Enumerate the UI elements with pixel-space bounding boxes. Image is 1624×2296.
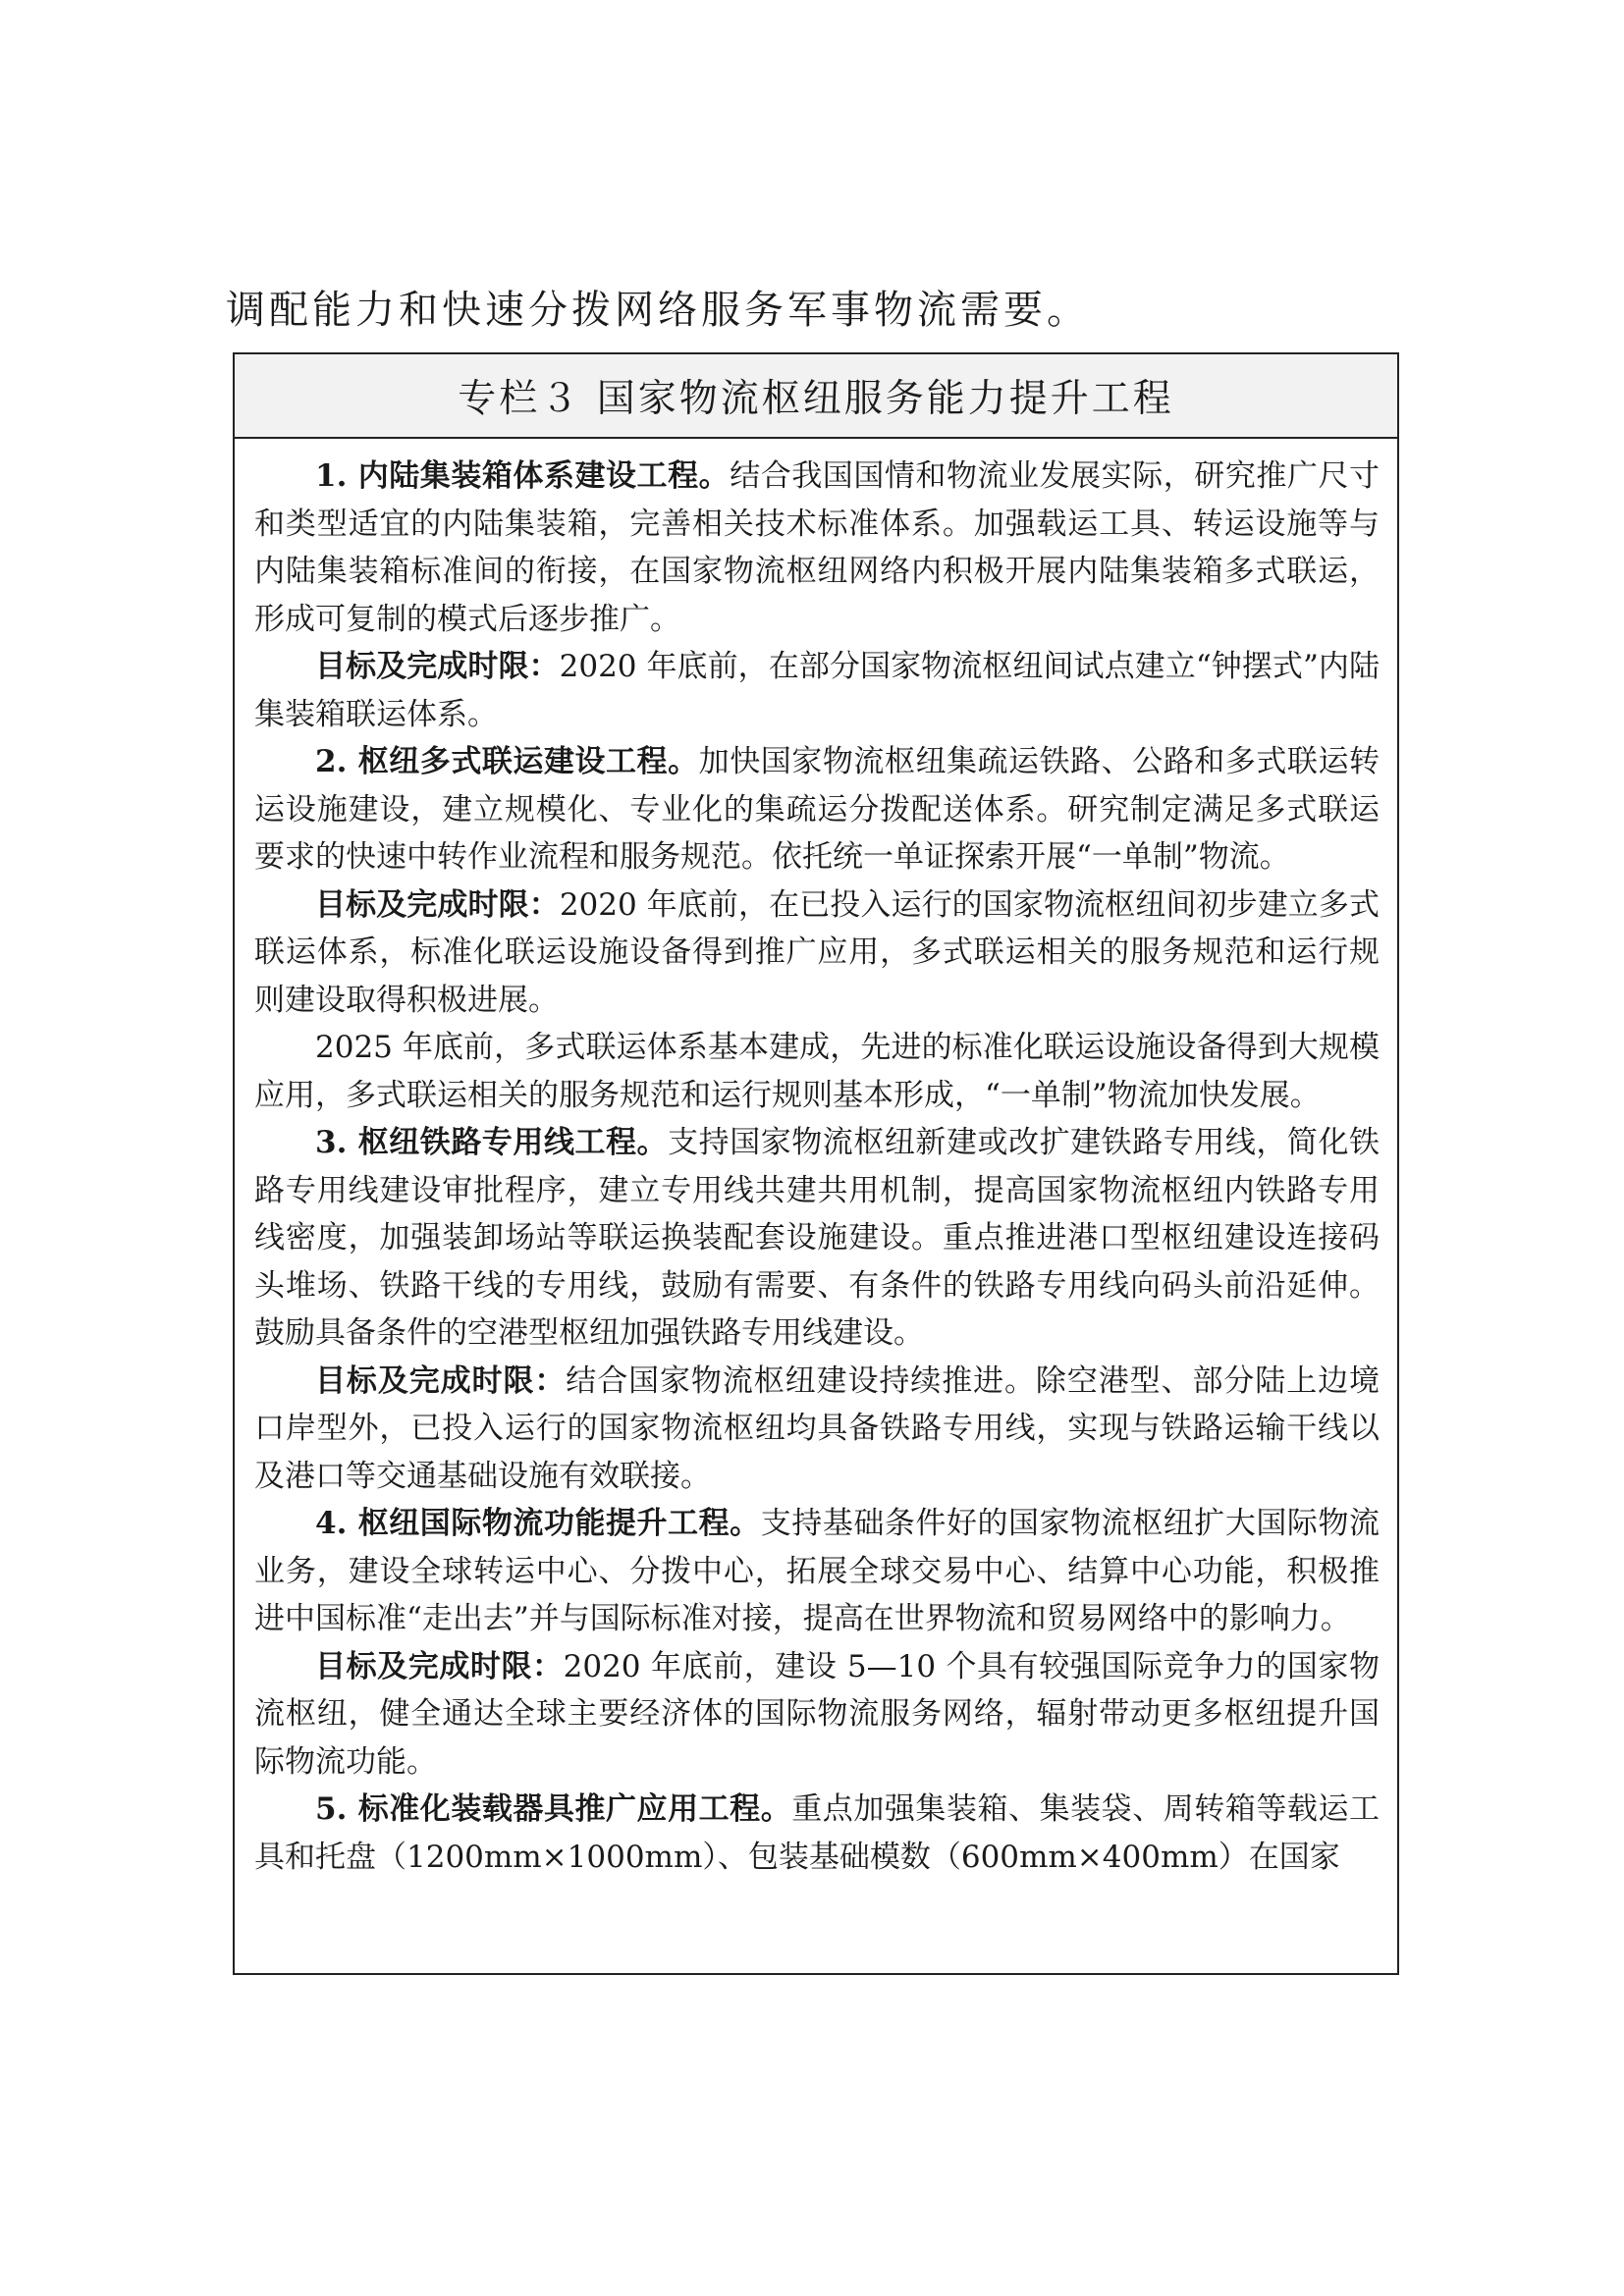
paragraph-title: 2. 枢纽多式联运建设工程。 [315, 744, 699, 779]
box-paragraph [254, 738, 1380, 881]
box-body [235, 439, 1397, 1881]
paragraph-text: 2020 年底前，在已投入运行的国家物流枢纽间初步建立多式联运体系，标准化联运设施设备得到推广应用，多式联运相关的服务规范和运行规则建设取得积极进展。 [254, 886, 1380, 1018]
box-paragraph [254, 1500, 1380, 1643]
lead-paragraph: 调配能力和快速分拨网络服务军事物流需要。 [226, 288, 1090, 333]
box-paragraph [254, 453, 1380, 643]
paragraph-title: 4. 枢纽国际物流功能提升工程。 [315, 1506, 761, 1541]
box-title: 专栏３ 国家物流枢纽服务能力提升工程 [235, 354, 1397, 439]
feature-box [233, 352, 1399, 1975]
paragraph-title: 3. 枢纽铁路专用线工程。 [315, 1125, 669, 1160]
paragraph-title: 1. 内陆集装箱体系建设工程。 [315, 458, 731, 494]
paragraph-text: 结合国家物流枢纽建设持续推进。除空港型、部分陆上边境口岸型外，已投入运行的国家物流枢纽均具备铁路专用线，实现与铁路运输干线以及港口等交通基础设施有效联接。 [254, 1362, 1380, 1494]
paragraph-text: 加快国家物流枢纽集疏运铁路、公路和多式联运转运设施建设，建立规模化、专业化的集疏运分拨配送体系。研究制定满足多式联运要求的快速中转作业流程和服务规范。依托统一单证探索开展“一单制”物流。 [254, 744, 1380, 875]
paragraph-text: 结合我国国情和物流业发展实际，研究推广尺寸和类型适宜的内陆集装箱，完善相关技术标准体系。加强载运工具、转运设施等与内陆集装箱标准间的衔接，在国家物流枢纽网络内积极开展内陆集装箱多式联运，形成可复制的模式后逐步推广。 [254, 458, 1380, 637]
box-paragraph [254, 1119, 1380, 1358]
paragraph-text: 支持国家物流枢纽新建或改扩建铁路专用线，简化铁路专用线建设审批程序，建立专用线共建共用机制，提高国家物流枢纽内铁路专用线密度，加强装卸场站等联运换装配套设施建设。重点推进港口型枢纽建设连接码头堆场、铁路干线的专用线，鼓励有需要、有条件的铁路专用线向码头前沿延伸。鼓励具备条件的空港型枢纽加强铁路专用线建设。 [254, 1125, 1380, 1351]
box-paragraph [254, 1024, 1380, 1119]
paragraph-text: 2020 年底前，在部分国家物流枢纽间试点建立“钟摆式”内陆集装箱联运体系。 [254, 649, 1380, 732]
box-paragraph [254, 1786, 1380, 1881]
box-paragraph [254, 881, 1380, 1025]
box-paragraph [254, 1358, 1380, 1501]
paragraph-title: 目标及完成时限： [315, 1362, 567, 1399]
paragraph-text: 2020 年底前，建设 5—10 个具有较强国际竞争力的国家物流枢纽，健全通达全球主要经济体的国际物流服务网络，辐射带动更多枢纽提升国际物流功能。 [254, 1648, 1380, 1780]
box-paragraph [254, 643, 1380, 738]
paragraph-title: 目标及完成时限： [315, 649, 560, 684]
paragraph-title: 5. 标准化装载器具推广应用工程。 [315, 1791, 792, 1827]
paragraph-title: 目标及完成时限： [315, 886, 560, 923]
paragraph-text: 2025 年底前，多式联运体系基本建成，先进的标准化联运设施设备得到大规模应用，多式联运相关的服务规范和运行规则基本形成，“一单制”物流加快发展。 [254, 1030, 1380, 1113]
paragraph-text: 支持基础条件好的国家物流枢纽扩大国际物流业务，建设全球转运中心、分拨中心，拓展全球交易中心、结算中心功能，积极推进中国标准“走出去”并与国际标准对接，提高在世界物流和贸易网络中的影响力。 [254, 1506, 1380, 1636]
paragraph-title: 目标及完成时限： [315, 1648, 564, 1684]
paragraph-text: 重点加强集装箱、集装袋、周转箱等载运工具和托盘（1200mm×1000mm）、包装基础模数（600mm×400mm）在国家 [254, 1791, 1380, 1875]
box-paragraph [254, 1643, 1380, 1787]
